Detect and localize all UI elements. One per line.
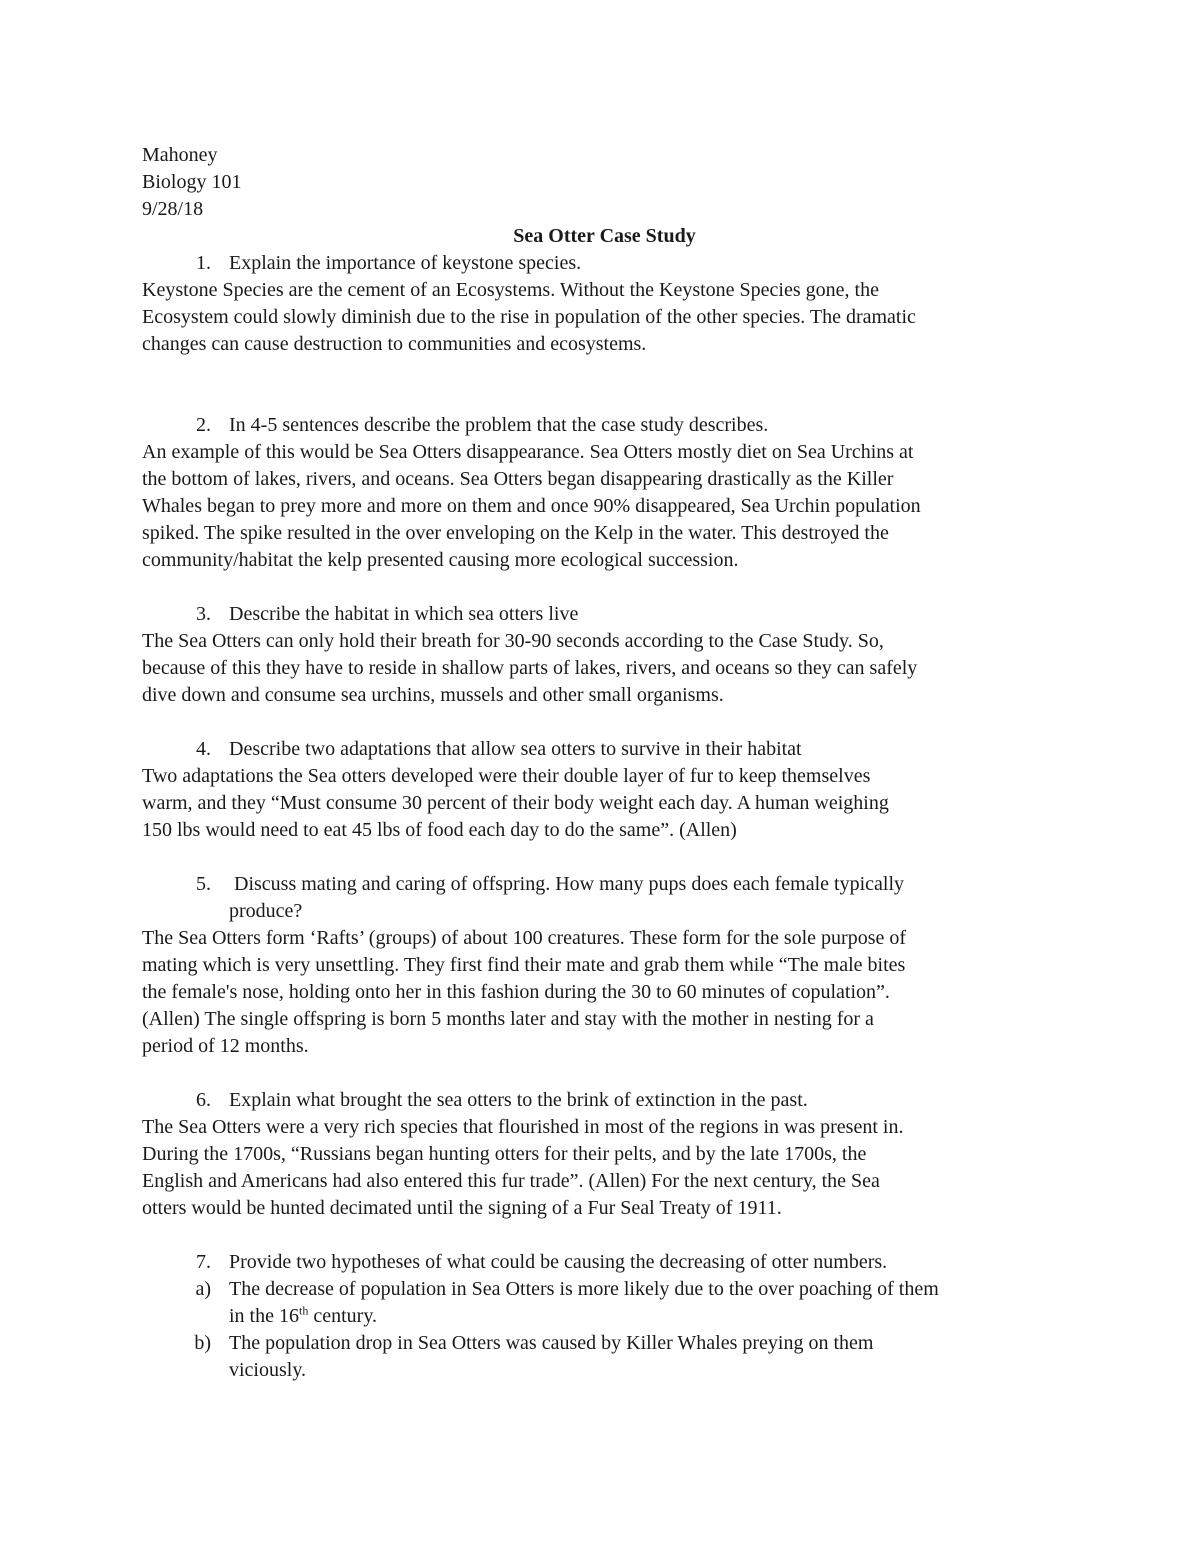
answer-1 [142, 277, 1067, 358]
answer-line: The Sea Otters form ‘Rafts’ (groups) of about 100 creatures. These form for the sole purpose of [142, 927, 907, 949]
answer-line: Ecosystem could slowly diminish due to the rise in population of the other species. The dramatic [142, 306, 916, 328]
question-text: Provide two hypotheses of what could be causing the decreasing of otter numbers. [229, 1251, 888, 1273]
question-number: 1. [196, 252, 211, 274]
answer-line: English and Americans had also entered this fur trade”. (Allen) For the next century, the Sea [142, 1170, 880, 1192]
answer-line: The Sea Otters can only hold their breath for 30-90 seconds according to the Case Study. So, [142, 630, 884, 652]
answer-line: period of 12 months. [142, 1035, 309, 1057]
answer-line: the bottom of lakes, rivers, and oceans. Sea Otters began disappearing drastically as the Killer [142, 468, 894, 490]
answer-line: the female's nose, holding onto her in this fashion during the 30 to 60 minutes of copulation”. [142, 981, 890, 1003]
answer-line: community/habitat the kelp presented causing more ecological succession. [142, 549, 739, 571]
hypothesis-label: a) [195, 1278, 211, 1300]
question-7 [142, 1249, 1067, 1276]
hypothesis-text: The decrease of population in Sea Otters is more likely due to the over poaching of them [229, 1278, 939, 1300]
question-number: 4. [196, 738, 211, 760]
answer-line: spiked. The spike resulted in the over enveloping on the Kelp in the water. This destroyed the [142, 522, 889, 544]
hypothesis-text-post: century. [308, 1305, 378, 1327]
answer-line: changes can cause destruction to communities and ecosystems. [142, 333, 647, 355]
question-text: Describe the habitat in which sea otters live [229, 603, 579, 625]
answer-line: Whales began to prey more and more on them and once 90% disappeared, Sea Urchin population [142, 495, 921, 517]
answer-line: (Allen) The single offspring is born 5 months later and stay with the mother in nesting for a [142, 1008, 874, 1030]
course-name: Biology 101 [142, 171, 242, 193]
answer-line: 150 lbs would need to eat 45 lbs of food each day to do the same”. (Allen) [142, 819, 737, 841]
question-1 [142, 250, 1067, 277]
answer-line: Keystone Species are the cement of an Ecosystems. Without the Keystone Species gone, the [142, 279, 879, 301]
question-number: 6. [196, 1089, 211, 1111]
answer-line: An example of this would be Sea Otters disappearance. Sea Otters mostly diet on Sea Urchins at [142, 441, 914, 463]
answer-4 [142, 763, 1067, 844]
answer-line: During the 1700s, “Russians began hunting otters for their pelts, and by the late 1700s, the [142, 1143, 867, 1165]
question-6 [142, 1087, 1067, 1114]
answer-line: The Sea Otters were a very rich species that flourished in most of the regions in was present in. [142, 1116, 904, 1138]
hypothesis-b [142, 1330, 1067, 1384]
question-number: 5. [196, 873, 211, 895]
question-text: In 4-5 sentences describe the problem that the case study describes. [229, 414, 769, 436]
question-2 [142, 412, 1067, 439]
answer-line: mating which is very unsettling. They first find their mate and grab them while “The male bites [142, 954, 906, 976]
answer-5 [142, 925, 1067, 1060]
answer-3 [142, 628, 1067, 709]
question-text: Describe two adaptations that allow sea otters to survive in their habitat [229, 738, 802, 760]
answer-line: dive down and consume sea urchins, mussels and other small organisms. [142, 684, 724, 706]
answer-6 [142, 1114, 1067, 1222]
author-name: Mahoney [142, 144, 218, 166]
question-number: 7. [196, 1251, 211, 1273]
hypothesis-text: The population drop in Sea Otters was caused by Killer Whales preying on them [229, 1332, 874, 1354]
answer-line: warm, and they “Must consume 30 percent of their body weight each day. A human weighing [142, 792, 889, 814]
answer-line: otters would be hunted decimated until the signing of a Fur Seal Treaty of 1911. [142, 1197, 782, 1219]
answer-2 [142, 439, 1067, 574]
question-number: 2. [196, 414, 211, 436]
ordinal-suffix: th [299, 1303, 309, 1318]
page-title: Sea Otter Case Study [513, 225, 696, 247]
hypothesis-text-continued: viciously. [229, 1359, 307, 1381]
hypothesis-text-continued [229, 1303, 1067, 1330]
question-text: Explain the importance of keystone species. [229, 252, 582, 274]
hypothesis-a [142, 1276, 1067, 1330]
question-3 [142, 601, 1067, 628]
question-text: Discuss mating and caring of offspring. How many pups does each female typically [229, 873, 905, 895]
answer-line: because of this they have to reside in shallow parts of lakes, rivers, and oceans so they can safely [142, 657, 918, 679]
question-text: Explain what brought the sea otters to the brink of extinction in the past. [229, 1089, 808, 1111]
hypothesis-text-pre: in the 16 [229, 1305, 299, 1327]
document-date: 9/28/18 [142, 198, 204, 220]
question-5 [142, 871, 1067, 925]
document-page [142, 142, 1067, 1384]
hypothesis-label: b) [194, 1332, 211, 1354]
question-text-continued: produce? [229, 900, 303, 922]
question-number: 3. [196, 603, 211, 625]
answer-line: Two adaptations the Sea otters developed were their double layer of fur to keep themselves [142, 765, 871, 787]
question-4 [142, 736, 1067, 763]
